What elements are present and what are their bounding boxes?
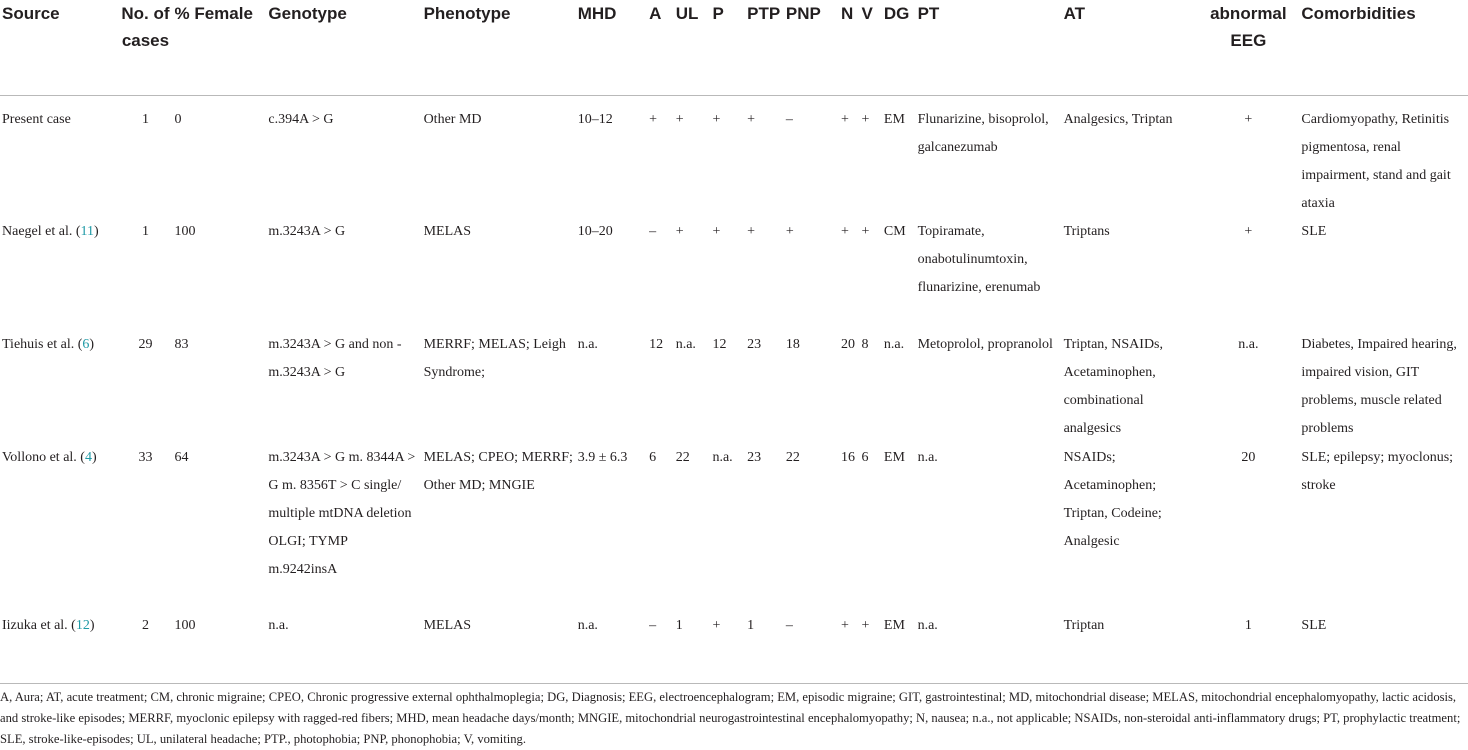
cell-dg: CM xyxy=(883,223,906,239)
header-pnp: PNP xyxy=(784,0,839,95)
cell-ul: + xyxy=(675,111,684,127)
cell-mhd: n.a. xyxy=(577,336,598,352)
cell-ptp: 23 xyxy=(747,449,762,465)
cell-pnp: – xyxy=(785,617,793,633)
cell-phenotype: Other MD xyxy=(423,111,482,127)
table-footnote: A, Aura; AT, acute treatment; CM, chronic migraine; CPEO, Chronic progressive external ophthalmoplegia; DG, Diagnosis; EEG, electroencephalogram; EM, episodic migraine; GIT, gastrointestinal; MD, mitochondrial disease; MELAS, mitochondrial encephalomyopathy, lactic acidosis, and stroke-like episodes; MERRF, myoclonic epilepsy with ragged-red fibers; MHD, mean headache days/month; MNGIE, mitochondrial neurogastrointestinal encephalomyopathy; N, nausea; n.a., not applicable; NSAIDs, non-steroidal anti-inflammatory drugs; PT, prophylactic treatment; SLE, stroke-like-episodes; UL, unilateral headache; PTP., photophobia; PNP, phonophobia; V, vomiting. xyxy=(0,683,1468,750)
header-female: % Female xyxy=(173,0,267,95)
cell-a: – xyxy=(649,223,657,239)
cell-n: 16 xyxy=(841,449,856,465)
cell-pnp: 18 xyxy=(785,336,800,352)
cell-pt: Topiramate, onabotulinumtoxin, flunarizine, erenumab xyxy=(917,223,1041,295)
cell-ul: 1 xyxy=(675,617,683,633)
table-row xyxy=(0,95,1468,218)
cell-p: + xyxy=(712,223,721,239)
cell-mhd: 10–12 xyxy=(577,111,613,127)
header-ul: UL xyxy=(674,0,711,95)
cell-phenotype: MERRF; MELAS; Leigh Syndrome; xyxy=(423,336,566,380)
cell-n: + xyxy=(841,111,849,127)
reference-link[interactable]: 6 xyxy=(82,336,90,352)
cell-n: + xyxy=(841,617,849,633)
header-abnormal-eeg: abnormal EEG xyxy=(1197,0,1299,95)
cell-a: 12 xyxy=(649,336,664,352)
cell-v: 8 xyxy=(861,336,869,352)
cell-abnormal-eeg: n.a. xyxy=(1238,336,1259,352)
cell-cases: 1 xyxy=(141,111,149,127)
table-row xyxy=(0,612,1468,688)
cell-genotype: n.a. xyxy=(268,617,289,633)
cell-p: + xyxy=(712,111,721,127)
cell-cases: 2 xyxy=(141,617,149,633)
header-pt: PT xyxy=(916,0,1062,95)
cell-abnormal-eeg: + xyxy=(1244,223,1253,239)
header-row xyxy=(0,0,1468,95)
cell-cases: 29 xyxy=(138,336,153,352)
cell-n: 20 xyxy=(841,336,856,352)
cell-cases: 1 xyxy=(141,223,149,239)
header-a: A xyxy=(647,0,674,95)
cell-comorbidities: SLE xyxy=(1301,223,1327,239)
cell-genotype: c.394A > G xyxy=(268,111,334,127)
cell-comorbidities: SLE; epilepsy; myoclonus; stroke xyxy=(1301,449,1454,493)
header-source: Source xyxy=(0,0,118,95)
cell-dg: n.a. xyxy=(883,336,905,352)
cell-female: 0 xyxy=(174,111,182,127)
cell-cases: 33 xyxy=(138,449,153,465)
reference-link[interactable]: 11 xyxy=(80,223,94,239)
cell-pt: Metoprolol, propranolol xyxy=(917,336,1053,352)
cell-phenotype: MELAS xyxy=(423,223,472,239)
cell-abnormal-eeg: 20 xyxy=(1241,449,1256,465)
header-p: P xyxy=(710,0,745,95)
cell-at: Triptan xyxy=(1063,617,1105,633)
cell-phenotype: MELAS; CPEO; MERRF; Other MD; MNGIE xyxy=(423,449,573,493)
table-row xyxy=(0,331,1468,444)
header-v: V xyxy=(859,0,881,95)
cell-dg: EM xyxy=(883,449,905,465)
header-phenotype: Phenotype xyxy=(422,0,576,95)
cell-at: Triptans xyxy=(1063,223,1110,239)
cell-n: + xyxy=(841,223,849,239)
cell-source: Tiehuis et al. (6) xyxy=(2,336,95,352)
cell-abnormal-eeg: 1 xyxy=(1244,617,1252,633)
cell-at: Analgesics, Triptan xyxy=(1063,111,1173,127)
cell-v: + xyxy=(861,111,870,127)
cell-p: n.a. xyxy=(712,449,733,465)
header-mhd: MHD xyxy=(576,0,647,95)
cell-mhd: 10–20 xyxy=(577,223,613,239)
cell-at: Triptan, NSAIDs, Acetaminophen, combinational analgesics xyxy=(1063,336,1164,436)
cell-pnp: 22 xyxy=(785,449,800,465)
cell-genotype: m.3243A > G m. 8344A > G m. 8356T > C single/ multiple mtDNA deletion OLGI; TYMP m.9242insA xyxy=(268,449,416,577)
header-genotype: Genotype xyxy=(266,0,421,95)
cell-ptp: + xyxy=(747,111,756,127)
cell-pt: n.a. xyxy=(917,617,938,633)
cell-dg: EM xyxy=(883,111,905,127)
cell-ul: n.a. xyxy=(675,336,696,352)
cell-source: Vollono et al. (4) xyxy=(2,449,97,465)
cell-comorbidities: SLE xyxy=(1301,617,1327,633)
cell-comorbidities: Cardiomyopathy, Retinitis pigmentosa, renal impairment, stand and gait ataxia xyxy=(1301,111,1451,211)
reference-link[interactable]: 4 xyxy=(84,449,92,465)
cell-at: NSAIDs; Acetaminophen; Triptan, Codeine; Analgesic xyxy=(1063,449,1162,549)
cell-female: 100 xyxy=(174,223,196,239)
cell-ul: + xyxy=(675,223,684,239)
cell-source: Iizuka et al. (12) xyxy=(2,617,95,633)
header-n: N xyxy=(839,0,859,95)
cell-pt: Flunarizine, bisoprolol, galcanezumab xyxy=(917,111,1049,155)
cell-p: + xyxy=(712,617,721,633)
cell-source: Present case xyxy=(2,111,71,127)
header-ptp: PTP xyxy=(745,0,784,95)
header-cases: No. of cases xyxy=(118,0,172,95)
table-row xyxy=(0,444,1468,612)
cell-pnp: – xyxy=(785,111,793,127)
cell-comorbidities: Diabetes, Impaired hearing, impaired vision, GIT problems, muscle related problems xyxy=(1301,336,1457,436)
cell-female: 64 xyxy=(174,449,189,465)
header-comorbidities: Comorbidities xyxy=(1299,0,1468,95)
cell-mhd: n.a. xyxy=(577,617,598,633)
cell-abnormal-eeg: + xyxy=(1244,111,1253,127)
cell-female: 83 xyxy=(174,336,189,352)
cell-v: + xyxy=(861,223,870,239)
cell-ptp: 23 xyxy=(747,336,762,352)
cell-genotype: m.3243A > G xyxy=(268,223,346,239)
table-row xyxy=(0,218,1468,331)
cell-ul: 22 xyxy=(675,449,690,465)
header-dg: DG xyxy=(882,0,916,95)
cell-ptp: + xyxy=(747,223,756,239)
cell-pnp: + xyxy=(785,223,794,239)
cell-a: 6 xyxy=(649,449,657,465)
cell-a: + xyxy=(649,111,658,127)
header-at: AT xyxy=(1062,0,1198,95)
cell-phenotype: MELAS xyxy=(423,617,472,633)
cell-a: – xyxy=(649,617,657,633)
cell-dg: EM xyxy=(883,617,905,633)
cell-v: + xyxy=(861,617,870,633)
cell-pt: n.a. xyxy=(917,449,938,465)
cell-ptp: 1 xyxy=(747,617,755,633)
cell-genotype: m.3243A > G and non - m.3243A > G xyxy=(268,336,402,380)
cell-female: 100 xyxy=(174,617,196,633)
cell-p: 12 xyxy=(712,336,727,352)
cell-mhd: 3.9 ± 6.3 xyxy=(577,449,628,465)
reference-link[interactable]: 12 xyxy=(75,617,90,633)
cell-source: Naegel et al. (11) xyxy=(2,223,99,239)
cell-v: 6 xyxy=(861,449,869,465)
